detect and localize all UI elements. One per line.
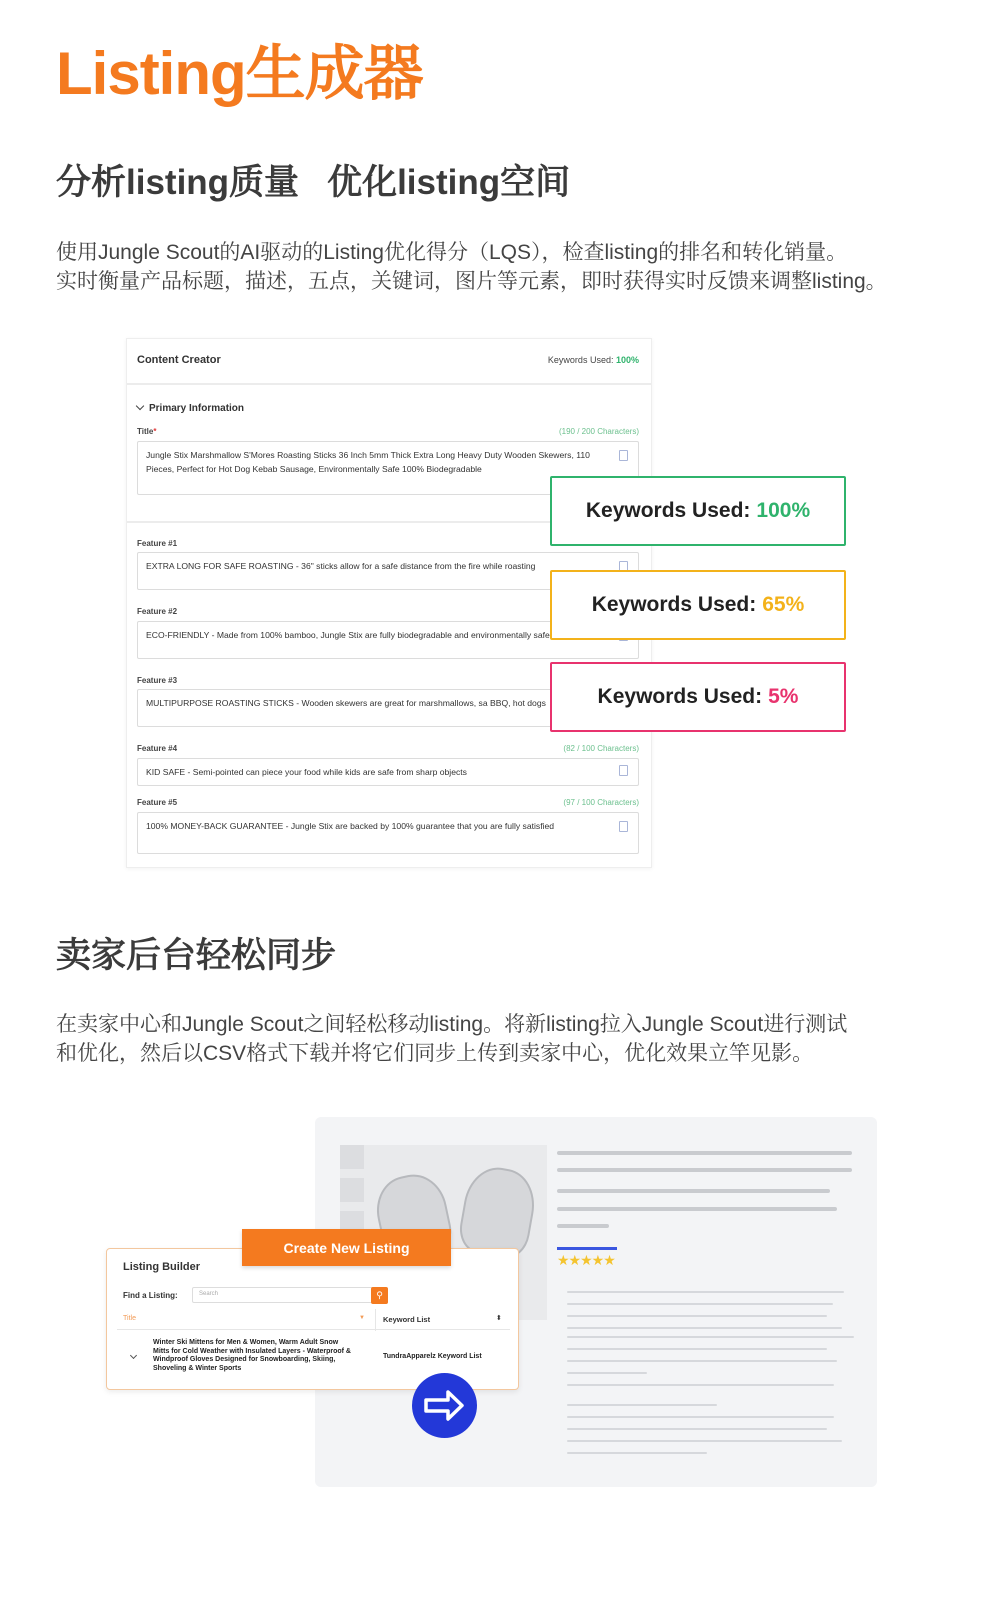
- placeholder-line: [567, 1384, 834, 1386]
- feature-4-field[interactable]: [137, 758, 639, 786]
- placeholder-line: [567, 1440, 842, 1442]
- callout-label: Keywords Used:: [591, 593, 757, 616]
- sync-arrow-button[interactable]: [412, 1373, 477, 1438]
- search-icon[interactable]: ⚲: [371, 1287, 388, 1304]
- placeholder-line: [567, 1360, 837, 1362]
- listing-row-keyword-list[interactable]: TundraApparelz Keyword List: [383, 1353, 482, 1360]
- placeholder-line: [567, 1315, 827, 1317]
- heading-right: 优化listing空间: [327, 163, 571, 202]
- chevron-down-icon[interactable]: [130, 1352, 137, 1359]
- heading-left: 分析listing质量: [56, 163, 300, 202]
- thumbnail: [340, 1145, 364, 1169]
- find-listing-label: Find a Listing:: [123, 1291, 178, 1300]
- sync-description-line-1: 在卖家中心和Jungle Scout之间轻松移动listing。将新listing拉入Jungle Scout进行测试: [56, 1013, 848, 1036]
- listing-row-title[interactable]: Winter Ski Mittens for Men & Women, Warm Adult Snow Mitts for Cold Weather with Insulated Layers - Waterproof & Windproof Gloves Designed for Snowboarding, Skiing, Shoveling & Winter Sports: [153, 1339, 351, 1372]
- feature-3-value: MULTIPURPOSE ROASTING STICKS - Wooden skewers are great for marshmallows, sa BBQ, hot dogs: [146, 698, 546, 708]
- placeholder-line: [567, 1327, 842, 1329]
- placeholder-line: [557, 1151, 852, 1155]
- primary-information-toggle[interactable]: [137, 403, 244, 414]
- placeholder-line: [567, 1372, 647, 1374]
- feature-3-label: Feature #3: [137, 676, 178, 685]
- title-field-label: Title*: [137, 427, 157, 436]
- placeholder-line: [557, 1168, 852, 1172]
- placeholder-line: [567, 1348, 827, 1350]
- keywords-used-summary: [548, 355, 639, 365]
- callout-value: 5%: [768, 685, 799, 708]
- feature-2-value: ECO-FRIENDLY - Made from 100% bamboo, Jungle Stix are fully biodegradable and environmentally safe: [146, 630, 550, 640]
- title-field-value: Jungle Stix Marshmallow S'Mores Roasting Sticks 36 Inch 5mm Thick Extra Long Heavy Duty Wooden Skewers, 110 Pieces, Perfect for Hot Dog Kebab Sausage, Environmentally Safe 100% Biodegradable: [146, 450, 590, 474]
- content-creator-header: [127, 339, 651, 385]
- placeholder-line: [567, 1336, 854, 1338]
- callout-value: 100%: [756, 499, 811, 522]
- placeholder-line: [567, 1291, 844, 1293]
- create-new-listing-button[interactable]: Create New Listing: [242, 1229, 451, 1266]
- column-divider: [375, 1309, 376, 1331]
- sync-description-line-2: 和优化，然后以CSV格式下载并将它们同步上传到卖家中心，优化效果立竿见影。: [56, 1042, 814, 1065]
- rating-underline: [557, 1247, 617, 1250]
- search-input[interactable]: Search: [192, 1287, 374, 1303]
- copy-icon[interactable]: [619, 450, 628, 461]
- feature-4-label: Feature #4: [137, 744, 178, 753]
- primary-information-label: Primary Information: [149, 403, 245, 414]
- keywords-callout-medium: [550, 570, 846, 640]
- section-heading-sync: 卖家后台轻松同步: [56, 936, 337, 975]
- thumbnail: [340, 1178, 364, 1202]
- star-icon: ★★★★★: [557, 1253, 615, 1269]
- placeholder-line: [557, 1224, 609, 1228]
- placeholder-line: [567, 1428, 827, 1430]
- description-line-2: 实时衡量产品标题，描述，五点，关键词，图片等元素，即时获得实时反馈来调整listing。: [56, 270, 887, 293]
- feature-2-label: Feature #2: [137, 607, 178, 616]
- copy-icon[interactable]: [619, 821, 628, 832]
- copy-icon[interactable]: [619, 765, 628, 776]
- placeholder-line: [567, 1416, 834, 1418]
- section-heading-analyze: [56, 164, 570, 203]
- header-divider: [117, 1329, 510, 1330]
- listing-builder-panel: [106, 1248, 519, 1390]
- sort-caret-icon[interactable]: ▼: [359, 1315, 365, 1321]
- keywords-used-label: Keywords Used:: [547, 355, 614, 365]
- feature-5-value: 100% MONEY-BACK GUARANTEE - Jungle Stix are backed by 100% guarantee that you are fully satisfied: [146, 821, 555, 831]
- placeholder-line: [567, 1303, 833, 1305]
- callout-label: Keywords Used:: [585, 499, 751, 522]
- placeholder-line: [567, 1404, 717, 1406]
- callout-value: 65%: [762, 593, 805, 616]
- feature-1-value: EXTRA LONG FOR SAFE ROASTING - 36" sticks allow for a safe distance from the fire while roasting: [146, 561, 536, 571]
- content-creator-title: Content Creator: [137, 354, 221, 366]
- feature-5-field[interactable]: [137, 812, 639, 854]
- column-header-title[interactable]: Title: [123, 1315, 136, 1322]
- feature-1-label: Feature #1: [137, 539, 178, 548]
- section-description: [56, 238, 936, 296]
- sort-icon[interactable]: ⬍: [496, 1315, 502, 1322]
- placeholder-line: [567, 1452, 707, 1454]
- arrow-right-icon: [412, 1373, 477, 1438]
- keywords-used-value: 100%: [615, 355, 639, 365]
- keywords-callout-low: [550, 662, 846, 732]
- callout-label: Keywords Used:: [597, 685, 763, 708]
- feature-5-label: Feature #5: [137, 798, 178, 807]
- page-title: Listing生成器: [56, 40, 423, 107]
- description-line-1: 使用Jungle Scout的AI驱动的Listing优化得分（LQS），检查listing的排名和转化销量。: [56, 241, 848, 264]
- keywords-callout-high: [550, 476, 846, 546]
- chevron-down-icon: [136, 402, 144, 410]
- placeholder-line: [557, 1207, 837, 1211]
- sync-description: [56, 1010, 936, 1068]
- feature-4-char-count: (82 / 100 Characters): [563, 744, 639, 753]
- feature-5-char-count: (97 / 100 Characters): [563, 798, 639, 807]
- placeholder-line: [557, 1189, 830, 1193]
- column-header-keyword[interactable]: Keyword List: [383, 1315, 431, 1324]
- title-char-count: (190 / 200 Characters): [558, 427, 639, 436]
- feature-4-value: KID SAFE - Semi-pointed can piece your food while kids are safe from sharp objects: [146, 767, 467, 777]
- listing-builder-title: Listing Builder: [123, 1261, 200, 1273]
